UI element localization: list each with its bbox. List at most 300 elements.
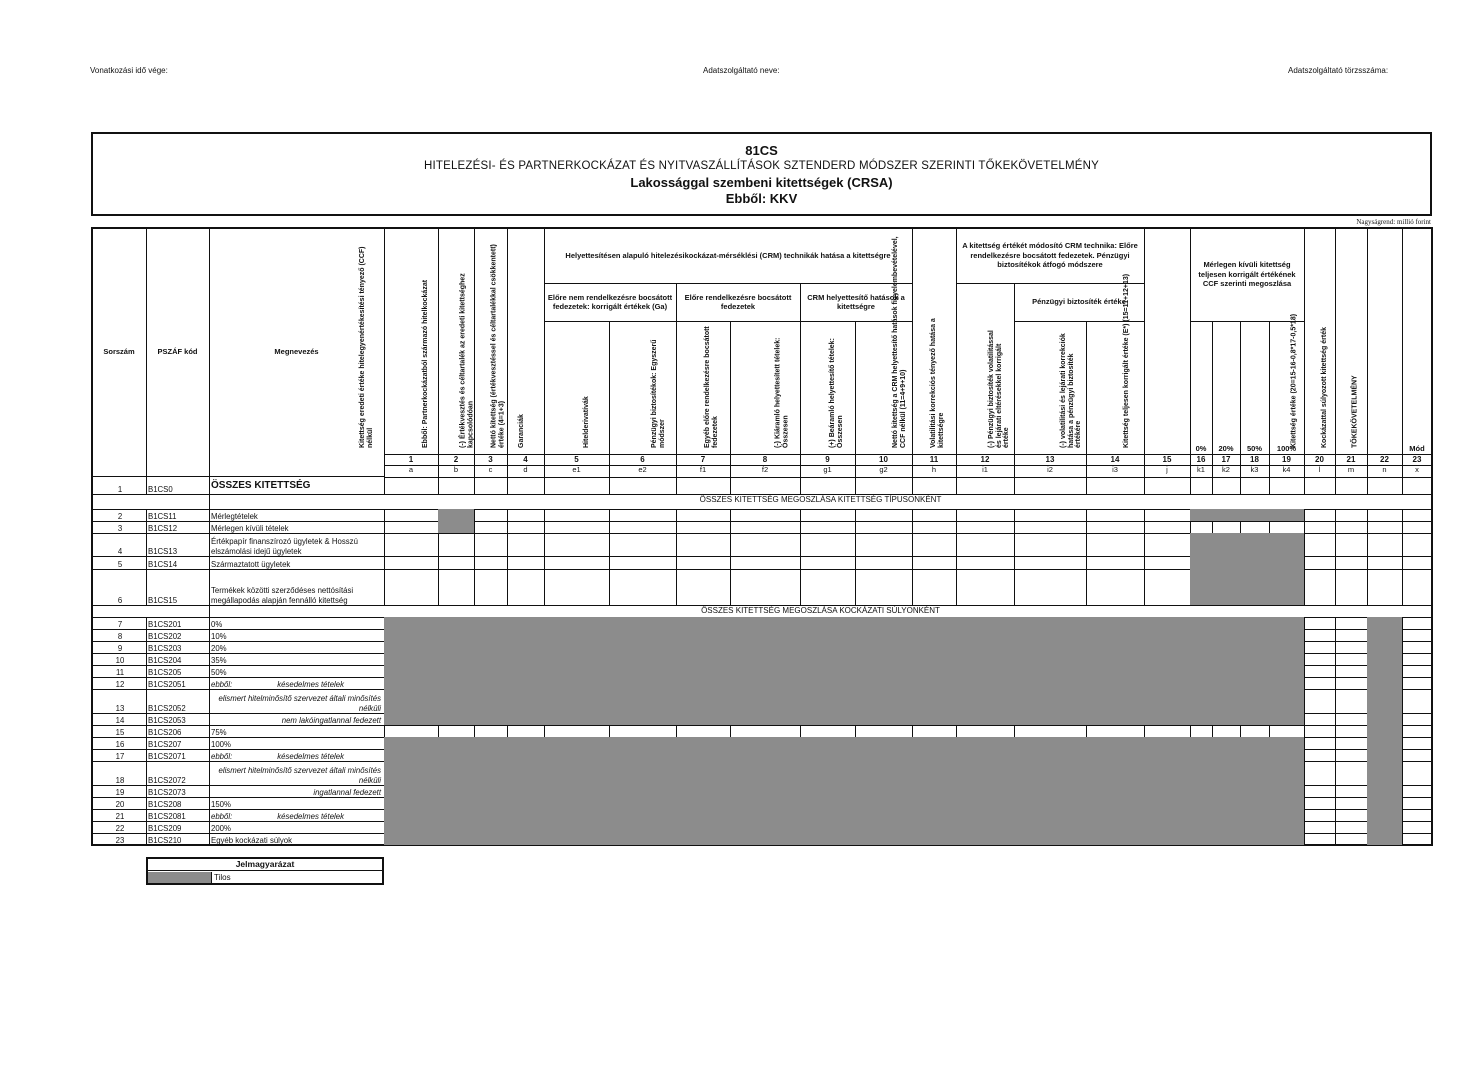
data-cell[interactable] — [544, 533, 610, 557]
data-cell — [912, 833, 957, 846]
col-code-22: n — [1367, 465, 1403, 478]
data-cell[interactable] — [1367, 556, 1403, 570]
data-cell — [1014, 689, 1087, 714]
header-group-financial-collateral: A kitettség értékét módosító CRM technika: Előre rendelkezésre bocsátott fedezetek. Pénzügyi biztosítékok átfogó módszere — [956, 228, 1145, 284]
data-cell[interactable] — [544, 477, 610, 495]
header-col-21-label: Kockázattal súlyozott kitettség érték — [1321, 327, 1328, 448]
data-cell — [1240, 569, 1270, 606]
row-name: 100% — [209, 737, 385, 750]
row-name: 200% — [209, 821, 385, 834]
data-cell[interactable] — [1190, 477, 1213, 495]
header-col-4 — [490, 228, 545, 455]
data-cell — [1269, 533, 1305, 557]
data-cell[interactable] — [1304, 533, 1336, 557]
data-cell — [1014, 833, 1087, 846]
data-cell — [730, 689, 801, 714]
data-cell — [507, 833, 545, 846]
col-number-11: 11 — [912, 454, 957, 466]
data-cell[interactable] — [1367, 569, 1403, 606]
period-end-label: Vonatkozási idő vége: — [90, 66, 168, 75]
data-cell — [609, 833, 677, 846]
row-pszaf-code: B1CS207 — [146, 737, 210, 750]
row-name: 10% — [209, 629, 385, 642]
col-number-3: 3 — [474, 454, 508, 466]
legend-box — [146, 857, 384, 885]
row-number: 19 — [92, 785, 147, 798]
data-cell — [1269, 833, 1305, 846]
row-name: ÖSSZES KITETTSÉG — [209, 477, 385, 495]
data-cell[interactable] — [609, 569, 677, 606]
data-cell — [1240, 533, 1270, 557]
row-number: 4 — [92, 533, 147, 557]
header-col-2-label: Ebből: Partnerkockázatból származó hitelkockázat — [422, 279, 429, 448]
data-cell[interactable] — [730, 477, 801, 495]
header-col-14 — [1060, 321, 1145, 455]
row-number: 14 — [92, 713, 147, 726]
col-code-17: k2 — [1212, 465, 1241, 478]
header-col-16 — [1190, 321, 1213, 455]
col-code-7: f1 — [676, 465, 731, 478]
header-col-6-label: Hitelderivatívák — [583, 396, 590, 448]
header-group-offbs-ccf: Mérlegen kívüli kitettség teljesen korrigált értékének CCF szerinti megoszlása — [1190, 228, 1305, 322]
row-pszaf-code: B1CS2053 — [146, 713, 210, 726]
data-cell — [855, 833, 913, 846]
data-cell — [1190, 761, 1213, 786]
data-cell[interactable] — [609, 477, 677, 495]
provider-name-label: Adatszolgáltató neve: — [703, 66, 780, 75]
row-pszaf-code: B1CS208 — [146, 797, 210, 810]
row-name: 150% — [209, 797, 385, 810]
header-group-ga: Előre nem rendelkezésre bocsátott fedezetek: korrigált értékek (Ga) — [544, 283, 677, 322]
row-number: 17 — [92, 749, 147, 762]
data-cell[interactable] — [800, 556, 856, 570]
row-pszaf-code: B1CS2072 — [146, 761, 210, 786]
row-pszaf-code: B1CS203 — [146, 641, 210, 654]
row-name-prefix: ebből: — [211, 811, 233, 821]
col-number-7: 7 — [676, 454, 731, 466]
data-cell — [956, 689, 1015, 714]
row-pszaf-code: B1CS2052 — [146, 689, 210, 714]
header-col-3-label: (-) Értékvesztés és céltartalék az eredeti kitettséghez kapcsolódóan — [459, 273, 475, 448]
row-pszaf-code: B1CS12 — [146, 521, 210, 534]
data-cell[interactable] — [544, 569, 610, 606]
col-number-8: 8 — [730, 454, 801, 466]
data-cell — [1086, 689, 1145, 714]
data-cell[interactable] — [1402, 533, 1433, 557]
data-cell[interactable] — [730, 569, 801, 606]
row-name: 50% — [209, 665, 385, 678]
row-number: 5 — [92, 556, 147, 570]
data-cell[interactable] — [1335, 761, 1368, 786]
col-code-11: h — [912, 465, 957, 478]
data-cell[interactable] — [1402, 569, 1433, 606]
data-cell — [1212, 533, 1241, 557]
data-cell[interactable] — [1014, 569, 1087, 606]
row-number: 22 — [92, 821, 147, 834]
col-code-6: e2 — [609, 465, 677, 478]
row-pszaf-code: B1CS15 — [146, 569, 210, 606]
data-cell[interactable] — [1014, 533, 1087, 557]
data-cell[interactable] — [544, 556, 610, 570]
data-cell[interactable] — [1014, 556, 1087, 570]
row-number: 2 — [92, 509, 147, 522]
header-col-9-label: (-) Kiáramló helyettesített tételek: Összesen — [774, 337, 790, 448]
data-cell — [544, 689, 610, 714]
form-main-title: HITELEZÉSI- ÉS PARTNERKOCKÁZAT ÉS NYITVASZÁLLÍTÁSOK SZTENDERD MÓDSZER SZERINTI TŐKEKÖVETELMÉNY — [423, 160, 1100, 172]
row-name: 75% — [209, 725, 385, 738]
row-name-text: késedelmes tételek — [277, 811, 344, 821]
col-number-23: 23 — [1402, 454, 1433, 466]
col-number-19: 19 — [1269, 454, 1305, 466]
data-cell — [1212, 761, 1241, 786]
data-cell[interactable] — [1269, 477, 1305, 495]
data-cell[interactable] — [956, 556, 1015, 570]
data-cell[interactable] — [912, 533, 957, 557]
data-cell — [855, 761, 913, 786]
data-cell[interactable] — [1402, 833, 1433, 846]
row-name: Értékpapír finanszírozó ügyletek & Hosszú elszámolási idejű ügyletek — [209, 533, 385, 557]
row-number: 7 — [92, 617, 147, 630]
data-cell[interactable] — [474, 477, 508, 495]
data-cell[interactable] — [676, 556, 731, 570]
data-cell[interactable] — [1304, 477, 1336, 495]
data-cell[interactable] — [855, 477, 913, 495]
form-code: 81CS — [745, 143, 778, 158]
row-pszaf-code: B1CS0 — [146, 477, 210, 495]
data-cell[interactable] — [1144, 556, 1191, 570]
col-code-21: m — [1335, 465, 1368, 478]
data-cell — [1190, 533, 1213, 557]
row-name-prefix: ebből: — [211, 751, 233, 761]
header-col-17-label: 20% — [1218, 443, 1234, 453]
data-cell[interactable] — [1144, 569, 1191, 606]
col-number-13: 13 — [1014, 454, 1087, 466]
data-cell[interactable] — [730, 533, 801, 557]
col-code-19: k4 — [1269, 465, 1305, 478]
header-group-collateral-value: Pénzügyi biztosíték értéke — [1014, 283, 1145, 322]
row-number: 6 — [92, 569, 147, 606]
col-code-8: f2 — [730, 465, 801, 478]
data-cell[interactable] — [1335, 477, 1368, 495]
data-cell[interactable] — [1086, 569, 1145, 606]
col-number-20: 20 — [1304, 454, 1336, 466]
col-number-6: 6 — [609, 454, 677, 466]
data-cell — [438, 689, 475, 714]
header-group-funded: Előre rendelkezésre bocsátott fedezetek — [676, 283, 801, 322]
header-col-15 — [1123, 228, 1191, 455]
data-cell — [855, 689, 913, 714]
data-cell[interactable] — [384, 556, 439, 570]
header-col-10-label: (+) Beáramló helyettesítő tételek: Összesen — [829, 338, 844, 448]
data-cell[interactable] — [474, 533, 508, 557]
data-cell[interactable] — [676, 477, 731, 495]
col-number-18: 18 — [1240, 454, 1270, 466]
col-code-5: e1 — [544, 465, 610, 478]
row-pszaf-code: B1CS204 — [146, 653, 210, 666]
data-cell[interactable] — [438, 533, 475, 557]
header-col-5 — [518, 321, 610, 455]
data-cell[interactable] — [1335, 556, 1368, 570]
data-cell[interactable] — [1304, 761, 1336, 786]
data-cell[interactable] — [1240, 477, 1270, 495]
data-cell[interactable] — [609, 556, 677, 570]
data-cell[interactable] — [800, 569, 856, 606]
data-cell[interactable] — [1304, 833, 1336, 846]
data-cell[interactable] — [956, 569, 1015, 606]
data-cell[interactable] — [956, 477, 1015, 495]
header-megnevezes: Megnevezés — [209, 228, 385, 477]
data-cell — [544, 761, 610, 786]
data-cell[interactable] — [855, 533, 913, 557]
data-cell[interactable] — [855, 556, 913, 570]
data-cell — [1240, 556, 1270, 570]
data-cell[interactable] — [912, 556, 957, 570]
data-cell[interactable] — [1304, 689, 1336, 714]
row-name-text: késedelmes tételek — [277, 751, 344, 761]
legend-label: Tilos — [214, 873, 231, 882]
section-by-weight: ÖSSZES KITETTSÉG MEGOSZLÁSA KOCKÁZATI SÚLYONKÉNT — [209, 605, 1433, 618]
data-cell[interactable] — [1212, 477, 1241, 495]
col-code-3: c — [474, 465, 508, 478]
data-cell — [1212, 556, 1241, 570]
data-cell[interactable] — [384, 569, 439, 606]
data-cell[interactable] — [1335, 689, 1368, 714]
col-code-15: j — [1144, 465, 1191, 478]
data-cell[interactable] — [438, 477, 475, 495]
col-code-23: x — [1402, 465, 1433, 478]
header-col-11-label: Nettó kitettség a CRM helyettesítő hatások figyelembevételével, CCF nélkül (11=4+9+10) — [892, 236, 907, 448]
header-col-23 — [1402, 228, 1433, 455]
header-col-9 — [774, 321, 856, 455]
data-cell — [800, 833, 856, 846]
data-cell[interactable] — [507, 477, 545, 495]
data-cell — [609, 761, 677, 786]
data-cell — [800, 689, 856, 714]
header-col-19-label: 100% — [1276, 443, 1297, 453]
row-pszaf-code: B1CS2051 — [146, 677, 210, 690]
row-pszaf-code: B1CS14 — [146, 556, 210, 570]
header-col-6 — [583, 321, 677, 455]
data-cell — [1014, 761, 1087, 786]
data-cell — [1190, 833, 1213, 846]
data-cell[interactable] — [438, 556, 475, 570]
data-cell — [384, 689, 439, 714]
data-cell[interactable] — [507, 569, 545, 606]
header-col-8-label: Egyéb előre rendelkezésre bocsátott fedezetek — [704, 326, 719, 448]
col-number-16: 16 — [1190, 454, 1213, 466]
data-cell[interactable] — [1335, 569, 1368, 606]
col-code-9: g1 — [800, 465, 856, 478]
data-cell — [609, 689, 677, 714]
data-cell[interactable] — [1402, 761, 1433, 786]
data-cell[interactable] — [676, 533, 731, 557]
data-cell[interactable] — [1402, 556, 1433, 570]
data-cell[interactable] — [384, 533, 439, 557]
data-cell — [474, 761, 508, 786]
data-cell[interactable] — [1402, 477, 1433, 495]
data-cell[interactable] — [1086, 477, 1145, 495]
row-name: Mérlegen kívüli tételek — [209, 521, 385, 534]
row-name: 20% — [209, 641, 385, 654]
row-name: elismert hitelminősítő szervezet általi minősítés nélküli — [209, 689, 385, 714]
data-cell — [507, 761, 545, 786]
col-code-20: l — [1304, 465, 1336, 478]
data-cell[interactable] — [800, 533, 856, 557]
row-number: 9 — [92, 641, 147, 654]
data-cell[interactable] — [1335, 833, 1368, 846]
form-title-box — [91, 132, 1432, 216]
row-number: 20 — [92, 797, 147, 810]
header-col-14-label: (-) volatilitási és lejárati korrekciók hatása a pénzügyi biztosíték értékére — [1060, 333, 1083, 448]
col-number-9: 9 — [800, 454, 856, 466]
data-cell[interactable] — [730, 556, 801, 570]
col-number-15: 15 — [1144, 454, 1191, 466]
header-col-13-label: (-) Pénzügyi biztosíték volatilitással és lejárati eltérésekkel korrigált értéke — [988, 330, 1011, 448]
data-cell[interactable] — [1335, 533, 1368, 557]
col-number-10: 10 — [855, 454, 913, 466]
row-number: 11 — [92, 665, 147, 678]
legend-title: Jelmagyarázat — [148, 859, 382, 871]
data-cell — [1190, 556, 1213, 570]
data-cell[interactable] — [1304, 556, 1336, 570]
data-cell[interactable] — [474, 556, 508, 570]
legend-shade-swatch — [148, 872, 212, 883]
row-name: elismert hitelminősítő szervezet általi minősítés nélküli — [209, 761, 385, 786]
row-name: nem lakóingatlannal fedezett — [209, 713, 385, 726]
data-cell[interactable] — [507, 533, 545, 557]
data-cell[interactable] — [1086, 556, 1145, 570]
row-number: 16 — [92, 737, 147, 750]
data-cell[interactable] — [1144, 477, 1191, 495]
header-col-17 — [1212, 321, 1241, 455]
data-cell[interactable] — [1402, 689, 1433, 714]
row-number: 8 — [92, 629, 147, 642]
data-cell — [912, 689, 957, 714]
header-col-19 — [1269, 321, 1305, 455]
data-cell — [1212, 689, 1241, 714]
col-number-22: 22 — [1367, 454, 1403, 466]
col-code-12: i1 — [956, 465, 1015, 478]
row-number: 21 — [92, 809, 147, 822]
data-cell — [1144, 761, 1191, 786]
data-cell[interactable] — [384, 477, 439, 495]
section-left-by_type — [92, 494, 210, 510]
data-cell[interactable] — [1367, 477, 1403, 495]
col-code-16: k1 — [1190, 465, 1213, 478]
col-code-2: b — [438, 465, 475, 478]
header-col-22 — [1351, 228, 1403, 455]
data-cell[interactable] — [438, 569, 475, 606]
row-number: 10 — [92, 653, 147, 666]
data-cell — [474, 689, 508, 714]
data-cell — [1269, 761, 1305, 786]
data-cell[interactable] — [676, 569, 731, 606]
data-cell[interactable] — [507, 556, 545, 570]
header-col-12-label: Volatilitási korrekciós tényező hatása a kitettségre — [930, 318, 945, 448]
header-col-18-label: 50% — [1246, 443, 1262, 453]
data-cell — [730, 761, 801, 786]
data-cell[interactable] — [1144, 533, 1191, 557]
col-number-17: 17 — [1212, 454, 1241, 466]
data-cell — [1269, 689, 1305, 714]
row-pszaf-code: B1CS2081 — [146, 809, 210, 822]
row-name-text: késedelmes tételek — [277, 679, 344, 689]
col-number-4: 4 — [507, 454, 545, 466]
header-group-crm-substitution: Helyettesítésen alapuló hitelezésikockázat-mérséklési (CRM) technikák hatása a kitettségre — [544, 228, 913, 284]
col-number-1: 1 — [384, 454, 439, 466]
data-cell — [1144, 689, 1191, 714]
data-cell — [1190, 569, 1213, 606]
header-col-5-label: Garanciák — [518, 414, 525, 448]
col-code-13: i2 — [1014, 465, 1087, 478]
data-cell — [956, 833, 1015, 846]
row-name: Egyéb kockázati súlyok — [209, 833, 385, 846]
row-name: Termékek közötti szerződéses nettósítási megállapodás alapján fennálló kitettség — [209, 569, 385, 606]
row-number: 15 — [92, 725, 147, 738]
row-pszaf-code: B1CS2071 — [146, 749, 210, 762]
form-subtitle: Lakossággal szembeni kitettségek (CRSA) — [630, 174, 893, 190]
provider-id-label: Adatszolgáltató törzsszáma: — [1288, 66, 1389, 75]
data-cell[interactable] — [1086, 533, 1145, 557]
data-cell[interactable] — [855, 569, 913, 606]
data-cell — [676, 833, 731, 846]
row-pszaf-code: B1CS201 — [146, 617, 210, 630]
data-cell[interactable] — [1304, 569, 1336, 606]
data-cell — [676, 761, 731, 786]
row-name: Mérlegtételek — [209, 509, 385, 522]
header-col-8 — [704, 321, 801, 455]
row-name: 35% — [209, 653, 385, 666]
col-number-12: 12 — [956, 454, 1015, 466]
data-cell — [1144, 833, 1191, 846]
row-pszaf-code: B1CS205 — [146, 665, 210, 678]
data-cell[interactable] — [1014, 477, 1087, 495]
row-pszaf-code: B1CS202 — [146, 629, 210, 642]
data-cell[interactable] — [1367, 533, 1403, 557]
row-name: ingatlannal fedezett — [209, 785, 385, 798]
row-name-prefix: ebből: — [211, 679, 233, 689]
col-code-4: d — [507, 465, 545, 478]
col-code-10: g2 — [855, 465, 913, 478]
data-cell[interactable] — [956, 533, 1015, 557]
data-cell[interactable] — [609, 533, 677, 557]
data-cell — [1240, 833, 1270, 846]
row-pszaf-code: B1CS2073 — [146, 785, 210, 798]
data-cell — [1240, 761, 1270, 786]
section-by-type: ÖSSZES KITETTSÉG MEGOSZLÁSA KITETTSÉG TÍPUSONKÉNT — [209, 494, 1433, 510]
data-cell — [384, 833, 439, 846]
data-cell — [438, 833, 475, 846]
data-cell[interactable] — [912, 569, 957, 606]
header-col-1-label: Kitettség eredeti értéke hitelegyenértékesítési tényező (CCF) nélkül — [359, 246, 374, 448]
data-cell — [507, 689, 545, 714]
row-number: 1 — [92, 477, 147, 495]
data-cell — [1212, 833, 1241, 846]
data-cell[interactable] — [800, 477, 856, 495]
row-name: 0% — [209, 617, 385, 630]
data-cell — [544, 833, 610, 846]
row-pszaf-code: B1CS209 — [146, 821, 210, 834]
data-cell[interactable] — [474, 569, 508, 606]
data-cell[interactable] — [912, 477, 957, 495]
header-col-4-label: Nettó kitettség (értékvesztéssel és céltartalékkal csökkentett) értéke (4=1+3) — [490, 244, 506, 448]
row-number: 18 — [92, 761, 147, 786]
data-cell — [438, 761, 475, 786]
row-number: 13 — [92, 689, 147, 714]
header-col-7-label: Pénzügyi biztosítékok: Egyszerű módszer — [651, 339, 666, 448]
col-number-5: 5 — [544, 454, 610, 466]
header-col-22-label: TŐKEKÖVETELMÉNY — [1351, 375, 1359, 448]
